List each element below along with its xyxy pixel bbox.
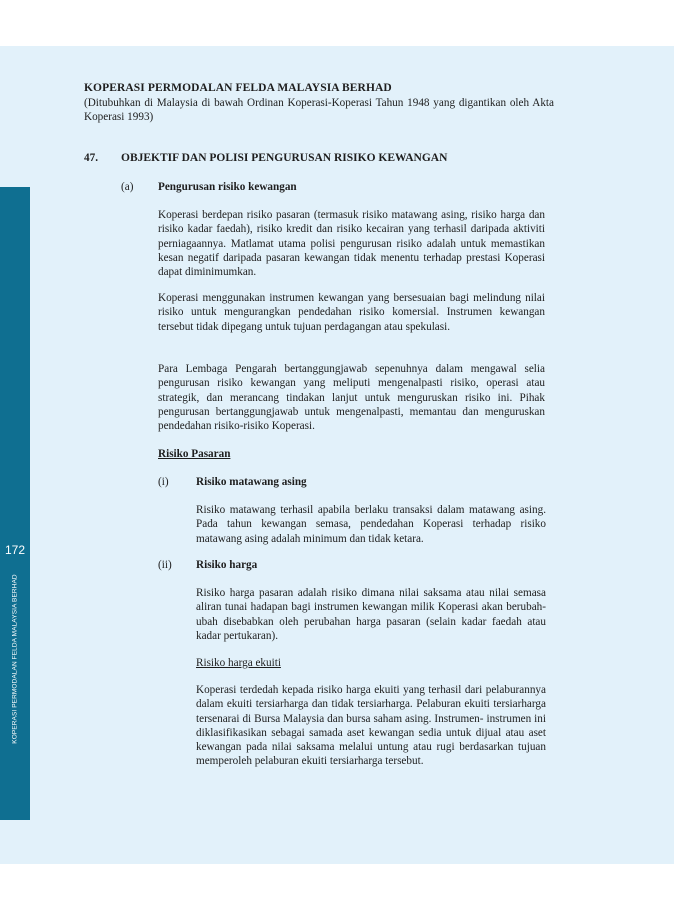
- section-a-label: (a): [121, 181, 134, 193]
- item-i-heading: Risiko matawang asing: [196, 476, 307, 488]
- org-name: KOPERASI PERMODALAN FELDA MALAYSIA BERHAD: [84, 82, 392, 94]
- equity-risk-heading: Risiko harga ekuiti: [196, 657, 281, 669]
- section-a-paragraph-1: Koperasi berdepan risiko pasaran (termasuk risiko matawang asing, risiko harga dan risiko kadar faedah), risiko kredit dan risiko kecairan yang terhasil daripada aktiviti perniagaannya. Matlamat utama polisi pengurusan risiko adalah untuk memastikan kesan negatif daripada pasaran kewangan tidak menentu terhadap prestasi Koperasi dapat diminimumkan.: [158, 209, 545, 279]
- item-i-text: Risiko matawang terhasil apabila berlaku transaksi dalam matawang asing. Pada tahun kewangan semasa, pendedahan Koperasi terhadap risiko matawang asing adalah minimum dan tidak ketara.: [196, 504, 546, 545]
- side-vertical-label: KOPERASI PERMODALAN FELDA MALAYSIA BERHAD: [11, 574, 19, 744]
- section-a-heading: Pengurusan risiko kewangan: [158, 181, 297, 193]
- item-ii-label: (ii): [158, 559, 172, 571]
- market-risk-heading: Risiko Pasaran: [158, 448, 231, 460]
- item-i-label: (i): [158, 476, 169, 488]
- item-ii-text: Risiko harga pasaran adalah risiko dimana nilai saksama atau nilai semasa aliran tunai hadapan bagi instrumen kewangan milik Koperasi akan berubah-ubah disebabkan oleh perubahan harga pasaran (selain kadar faedah atau kadar pertukaran).: [196, 587, 546, 642]
- section-a-paragraph-2: Koperasi menggunakan instrumen kewangan yang bersesuaian bagi melindung nilai risiko untuk mengurangkan pendedahan risiko komersial. Instrumen kewangan tersebut tidak dipegang untuk tujuan perdagangan atau spekulasi.: [158, 292, 545, 333]
- note-number: 47.: [84, 152, 98, 164]
- note-title: OBJEKTIF DAN POLISI PENGURUSAN RISIKO KEWANGAN: [121, 152, 448, 164]
- equity-risk-text: Koperasi terdedah kepada risiko harga ekuiti yang terhasil dari pelaburannya dalam ekuiti tersiarharga dan tidak tersiarharga. Pelaburan ekuiti tersiarharga tersenarai di Bursa Malaysia dan bursa saham asing. Instrumen- instrumen ini diklasifikasikan sebagai samada aset kewangan sedia untuk dijual atau aset kewangan pada nilai saksama melalui untung atau rugi berdasarkan tujuan memperoleh pelaburan ekuiti tersiarharga tersebut.: [196, 684, 546, 768]
- page-number: 172: [4, 543, 26, 557]
- org-subtitle: (Ditubuhkan di Malaysia di bawah Ordinan Koperasi-Koperasi Tahun 1948 yang digantikan oleh Akta Koperasi 1993): [84, 97, 554, 124]
- section-a-paragraph-3: Para Lembaga Pengarah bertanggungjawab sepenuhnya dalam mengawal selia pengurusan risiko kewangan yang meliputi mengenalpasti risiko, operasi atau strategik, dan merancang tindakan lanjut untuk menguruskan risiko ini. Pihak pengurusan bertanggungjawab untuk mengenalpasti, memantau dan menguruskan pendedahan risiko-risiko Koperasi.: [158, 363, 545, 433]
- item-ii-heading: Risiko harga: [196, 559, 258, 571]
